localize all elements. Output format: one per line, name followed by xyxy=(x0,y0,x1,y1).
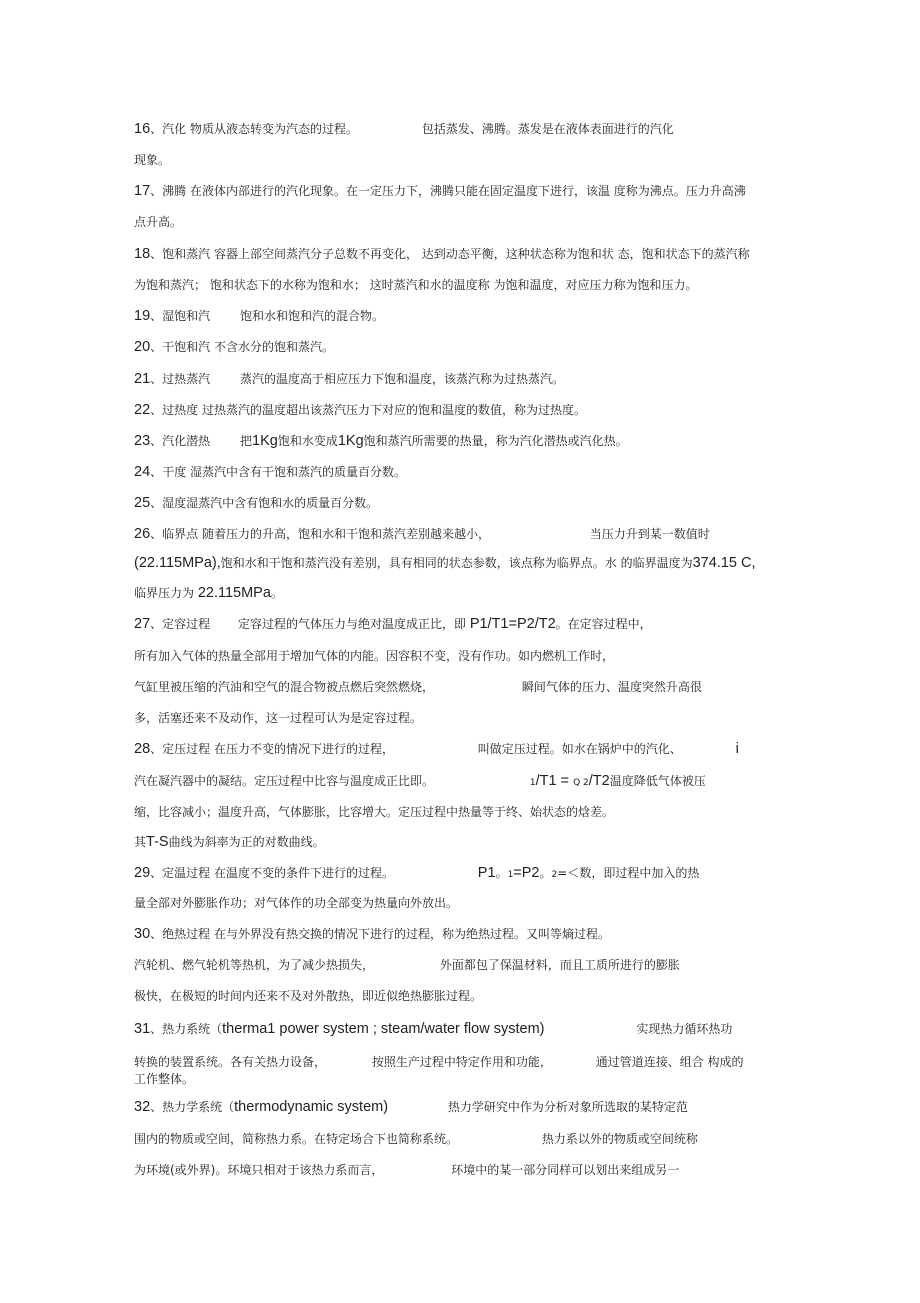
text-line xyxy=(134,496,378,511)
item-number: 29 xyxy=(134,865,151,881)
text-fragment: P1 xyxy=(477,865,496,881)
text-fragment: 现象。 xyxy=(134,153,171,167)
text-line xyxy=(134,649,614,664)
text-line xyxy=(134,465,406,480)
text-line xyxy=(134,617,652,632)
text-fragment: 环境中的某一部分同样可以划出来组成另一 xyxy=(451,1163,680,1177)
text-fragment: 、定压过程 在压力不变的情况下进行的过程， xyxy=(150,742,394,756)
text-line xyxy=(134,680,702,695)
text-fragment: 、沸腾 在液体内部进行的汽化现象。在一定压力下，沸腾只能在固定温度下进行，该温 度称为沸点。压力升高沸 xyxy=(150,184,746,198)
text-fragment: 、过热度 过热蒸汽的温度超出该蒸汽压力下对应的饱和温度的数值，称为过热度。 xyxy=(150,403,586,417)
text-fragment: thermodynamic system) xyxy=(234,1099,389,1115)
text-line xyxy=(134,711,422,726)
text-fragment: 、临界点 随着压力的升高，饱和水和干饱和蒸汽差别越来越小， xyxy=(150,527,490,541)
text-line xyxy=(134,309,384,324)
text-line xyxy=(134,927,610,942)
text-fragment: 极快，在极短的时间内还来不及对外散热，即近似绝热膨胀过程。 xyxy=(134,989,483,1003)
text-fragment: 、湿饱和汽 xyxy=(150,309,211,323)
text-fragment: 蒸汽的温度高于相应压力下饱和温度，该蒸汽称为过热蒸汽。 xyxy=(239,372,564,386)
text-line xyxy=(134,556,756,571)
text-fragment: 工作整体。 xyxy=(134,1072,195,1086)
item-number: 26 xyxy=(134,526,151,542)
text-line xyxy=(134,866,699,883)
text-fragment: 1 xyxy=(529,778,536,788)
item-number: 28 xyxy=(134,741,151,757)
text-line xyxy=(134,774,706,791)
item-number: 30 xyxy=(134,926,151,942)
text-line xyxy=(134,835,325,850)
text-fragment: 围内的物质或空间，简称热力系。在特定场合下也简称系统。 xyxy=(134,1132,459,1146)
text-line xyxy=(134,184,746,199)
text-fragment: 饱和水和干饱和蒸汽没有差别，具有相同的状态参数，该点称为临界点。水 的临界温度为 xyxy=(220,556,693,570)
text-fragment: 饱和蒸汽所需要的热量，称为汽化潜热或汽化热。 xyxy=(363,434,628,448)
text-fragment: 按照生产过程中特定作用和功能， xyxy=(371,1055,552,1069)
item-number: 24 xyxy=(134,464,151,480)
text-line xyxy=(134,1100,688,1115)
text-line xyxy=(134,527,710,542)
text-line xyxy=(134,247,750,262)
text-fragment: /T1 = xyxy=(535,773,574,789)
text-fragment: 实现热力循环热功 xyxy=(636,1022,733,1036)
text-fragment: 。 xyxy=(495,866,508,880)
text-fragment: 热力系以外的物质或空间统称 xyxy=(541,1132,698,1146)
text-fragment: 、热力学系统（ xyxy=(150,1100,235,1114)
text-fragment: 饱和水变成 xyxy=(277,434,338,448)
text-fragment: 缩，比容减小；温度升高，气体膨胀，比容增大。定压过程中热量等于终、始状态的焓差。 xyxy=(134,805,615,819)
text-fragment: 。 xyxy=(270,586,283,600)
text-fragment: 临界压力为 xyxy=(134,586,198,600)
text-line xyxy=(134,896,458,911)
item-number: 17 xyxy=(134,183,151,199)
text-fragment: 、定容过程 xyxy=(150,617,211,631)
text-fragment: 汽轮机、燃气轮机等热机，为了减少热损失， xyxy=(134,958,375,972)
text-fragment: 1 xyxy=(507,870,514,880)
text-line xyxy=(134,1055,744,1070)
text-line xyxy=(134,122,674,137)
text-fragment: 曲线为斜率为正的对数曲线。 xyxy=(168,835,325,849)
text-fragment: 、定温过程 在温度不变的条件下进行的过程。 xyxy=(150,866,394,880)
text-fragment: 通过管道连接、组合 构成的 xyxy=(595,1055,744,1069)
text-fragment: 为饱和蒸汽； 饱和状态下的水称为饱和水； 这时蒸汽和水的温度称 为饱和温度，对应压力称为饱和压力。 xyxy=(134,278,698,292)
text-fragment: 汽在凝汽器中的凝结。定压过程中比容与温度成正比即。 xyxy=(134,774,435,788)
text-fragment: i xyxy=(735,741,739,757)
text-fragment: 2 xyxy=(551,870,558,880)
item-number: 21 xyxy=(134,371,151,387)
text-line xyxy=(134,1022,732,1037)
text-fragment: 1Kg xyxy=(337,433,364,449)
text-fragment: P1/T1=P2/T2 xyxy=(469,616,556,632)
text-fragment: 、干度 湿蒸汽中含有干饱和蒸汽的质量百分数。 xyxy=(150,465,406,479)
text-fragment: 包括蒸发、沸腾。蒸发是在液体表面进行的汽化 xyxy=(421,122,674,136)
text-line xyxy=(134,1072,194,1087)
text-fragment: 、干饱和汽 不含水分的饱和蒸汽。 xyxy=(150,340,334,354)
text-line xyxy=(134,1163,679,1178)
text-fragment: 1Kg xyxy=(252,433,278,449)
text-fragment: 点升高。 xyxy=(134,215,183,229)
text-line xyxy=(134,340,334,355)
text-line xyxy=(134,372,564,387)
item-number: 23 xyxy=(134,433,151,449)
text-line xyxy=(134,586,283,601)
text-fragment: 多，活塞还来不及动作，这一过程可认为是定容过程。 xyxy=(134,711,423,725)
text-fragment: Q 2 xyxy=(573,778,589,788)
text-fragment: 。在定容过程中， xyxy=(555,617,652,631)
text-fragment: =P2 xyxy=(513,865,540,881)
text-line xyxy=(134,742,739,757)
text-fragment: 其 xyxy=(134,835,147,849)
text-fragment: 瞬间气体的压力、温度突然升高很 xyxy=(521,680,702,694)
text-fragment: 气缸里被压缩的汽油和空气的混合物被点燃后突然燃烧， xyxy=(134,680,435,694)
text-line xyxy=(134,153,170,168)
text-fragment: 转换的装置系统。各有关热力设备， xyxy=(134,1055,327,1069)
text-fragment: 外面都包了保温材料，而且工质所进行的膨胀 xyxy=(439,958,680,972)
text-line xyxy=(134,403,586,418)
text-fragment: (22.115MPa), xyxy=(134,555,221,571)
item-number: 31 xyxy=(134,1021,151,1037)
item-number: 25 xyxy=(134,495,151,511)
text-fragment: 。 xyxy=(539,866,552,880)
text-fragment: 22.115MPa xyxy=(197,585,271,601)
text-fragment: 、热力系统（ xyxy=(150,1022,223,1036)
text-line xyxy=(134,958,680,973)
text-fragment: =＜数，即过程中加入的热 xyxy=(557,866,700,880)
item-number: 22 xyxy=(134,402,151,418)
text-line xyxy=(134,278,697,293)
text-fragment: therma1 power system ; steam/water flow system) xyxy=(222,1021,545,1037)
text-fragment: 、汽化 物质从液态转变为汽态的过程。 xyxy=(150,122,358,136)
text-fragment: 、湿度湿蒸汽中含有饱和水的质量百分数。 xyxy=(150,496,379,510)
text-line xyxy=(134,434,628,449)
text-line xyxy=(134,805,614,820)
item-number: 27 xyxy=(134,616,151,632)
text-fragment: 量全部对外膨胀作功；对气体作的功全部变为热量向外放出。 xyxy=(134,896,459,910)
text-fragment: 热力学研究中作为分析对象所选取的某特定范 xyxy=(447,1100,688,1114)
text-fragment: T-S xyxy=(146,834,169,850)
text-fragment: 374.15 C, xyxy=(692,555,756,571)
text-line xyxy=(134,215,182,230)
text-fragment: /T2 xyxy=(588,773,610,789)
item-number: 19 xyxy=(134,308,151,324)
text-fragment: 所有加入气体的热量全部用于增加气体的内能。因容积不变，没有作功。如内燃机工作时， xyxy=(134,649,615,663)
text-fragment: 为环境(或外界)。环境只相对于该热力系而言， xyxy=(134,1163,384,1177)
item-number: 18 xyxy=(134,246,151,262)
text-fragment: 当压力升到某一数值时 xyxy=(589,527,710,541)
text-fragment: 、过热蒸汽 xyxy=(150,372,211,386)
item-number: 32 xyxy=(134,1099,151,1115)
text-fragment: 、绝热过程 在与外界没有热交换的情况下进行的过程，称为绝热过程。又叫等熵过程。 xyxy=(150,927,610,941)
text-fragment: 温度降低气体被压 xyxy=(609,774,706,788)
text-fragment: 、饱和蒸汽 容器上部空间蒸汽分子总数不再变化， 达到动态平衡，这种状态称为饱和状 态，饱和状态下的蒸汽称 xyxy=(150,247,750,261)
text-line xyxy=(134,1132,698,1147)
text-fragment: 定容过程的气体压力与绝对温度成正比，即 xyxy=(237,617,470,631)
text-fragment: 、汽化潜热 xyxy=(150,434,211,448)
item-number: 16 xyxy=(134,121,151,137)
text-fragment: 饱和水和饱和汽的混合物。 xyxy=(239,309,384,323)
text-fragment: 把 xyxy=(239,434,252,448)
item-number: 20 xyxy=(134,339,151,355)
text-fragment: 叫做定压过程。如水在锅炉中的汽化、 xyxy=(477,742,682,756)
text-line xyxy=(134,989,482,1004)
